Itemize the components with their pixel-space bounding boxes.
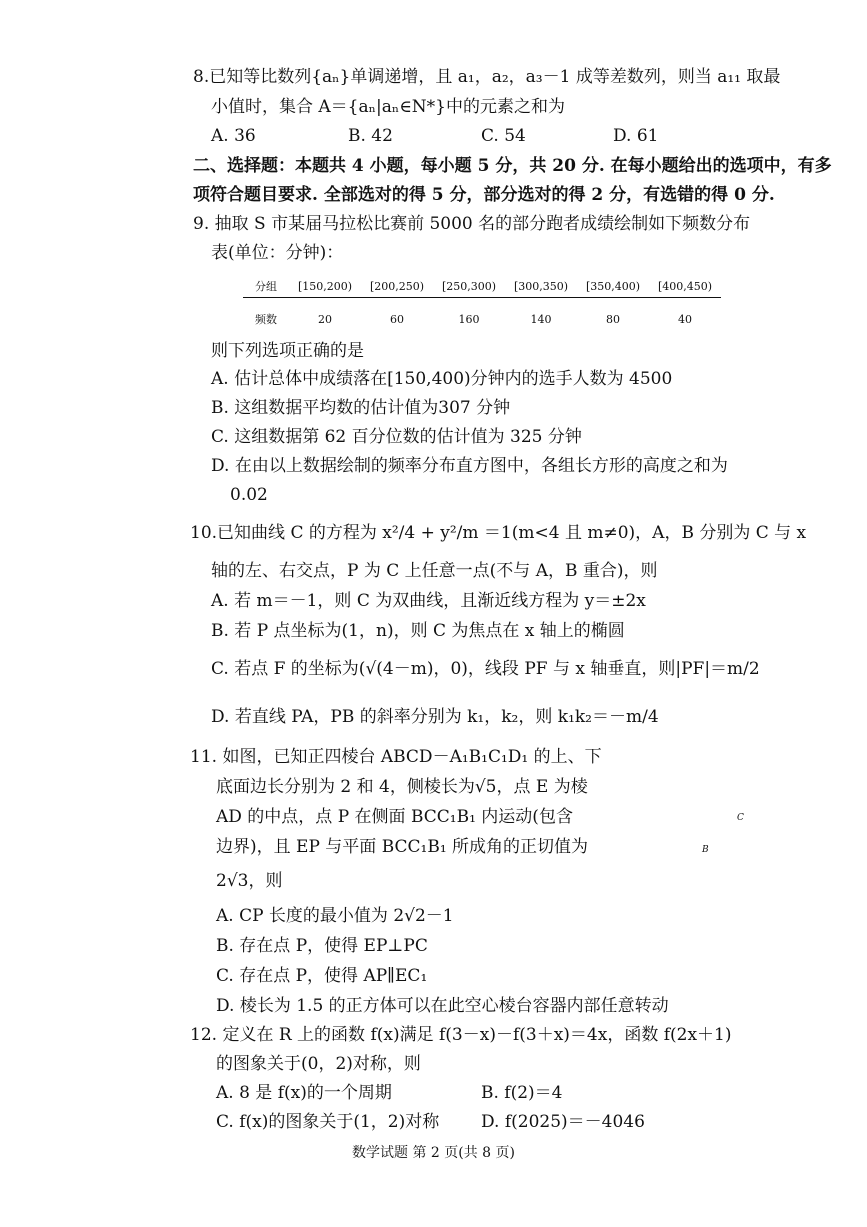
q9-stem-line1: 9. 抽取 S 市某届马拉松比赛前 5000 名的部分跑者成绩绘制如下频数分布 (193, 214, 751, 234)
q10-option-d: D. 若直线 PA，PB 的斜率分别为 k₁，k₂，则 k₁k₂＝－m/4 (211, 707, 659, 727)
q9-option-c: C. 这组数据第 62 百分位数的估计值为 325 分钟 (211, 427, 582, 447)
q8-stem-line2: 小值时，集合 A＝{aₙ|aₙ∈N*}中的元素之和为 (211, 97, 565, 117)
q8-option-a: A. 36 (211, 126, 256, 146)
q12-stem-line1: 12. 定义在 R 上的函数 f(x)满足 f(3－x)－f(3＋x)＝4x，函数 f(2x＋1) (190, 1025, 732, 1045)
frequency-table-header-row (243, 275, 721, 298)
section2-instructions-line2: 项符合题目要求. 全部选对的得 5 分，部分选对的得 2 分，有选错的得 0 分. (193, 185, 775, 205)
q11-stem-line2: 底面边长分别为 2 和 4，侧棱长为√5，点 E 为棱 (216, 777, 588, 797)
table-group-1: [150,200) (289, 275, 361, 298)
q10-option-b: B. 若 P 点坐标为(1，n)，则 C 为焦点在 x 轴上的椭圆 (211, 621, 625, 641)
q11-stem-line1: 11. 如图，已知正四棱台 ABCD－A₁B₁C₁D₁ 的上、下 (190, 747, 602, 767)
q10-option-c: C. 若点 F 的坐标为(√(4－m)，0)，线段 PF 与 x 轴垂直，则|PF|＝m/2 (211, 659, 760, 679)
table-count-4: 140 (530, 312, 552, 326)
q11-stem-line3: AD 的中点，点 P 在侧面 BCC₁B₁ 内运动(包含 (216, 807, 573, 827)
table-count-label: 频数 (255, 313, 277, 326)
frequency-table-count-row (243, 298, 721, 331)
q12-option-b: B. f(2)＝4 (481, 1083, 563, 1103)
q9-option-b: B. 这组数据平均数的估计值为307 分钟 (211, 398, 511, 418)
table-group-4: [300,350) (505, 275, 577, 298)
q12-option-c: C. f(x)的图象关于(1，2)对称 (216, 1112, 440, 1132)
table-count-1: 20 (318, 312, 332, 326)
q9-option-d: D. 在由以上数据绘制的频率分布直方图中，各组长方形的高度之和为 (211, 456, 728, 476)
q9-option-d-continued: 0.02 (230, 485, 268, 505)
q12-option-d: D. f(2025)＝－4046 (481, 1112, 645, 1132)
q8-option-c: C. 54 (481, 126, 526, 146)
figure-label-c: C (737, 813, 744, 823)
section2-instructions-line1: 二、选择题：本题共 4 小题，每小题 5 分，共 20 分. 在每小题给出的选项中，有多 (193, 156, 832, 176)
q9-prompt: 则下列选项正确的是 (211, 341, 364, 361)
q11-stem-line5: 2√3，则 (216, 871, 283, 891)
frequency-table (243, 275, 721, 330)
q11-option-b: B. 存在点 P，使得 EP⊥PC (216, 936, 428, 956)
q9-option-a: A. 估计总体中成绩落在[150,400)分钟内的选手人数为 4500 (211, 369, 673, 389)
table-group-3: [250,300) (433, 275, 505, 298)
figure-label-b: B (702, 845, 709, 855)
q8-option-b: B. 42 (348, 126, 393, 146)
q10-stem-line1: 10.已知曲线 C 的方程为 x²/4 + y²/m ＝1(m<4 且 m≠0)，A，B 分别为 C 与 x (190, 523, 807, 543)
table-count-2: 60 (390, 312, 404, 326)
q8-stem-line1: 8.已知等比数列{aₙ}单调递增，且 a₁，a₂，a₃－1 成等差数列，则当 a₁₁ 取最 (193, 67, 781, 87)
q10-option-a: A. 若 m＝－1，则 C 为双曲线，且渐近线方程为 y＝±2x (211, 591, 646, 611)
q11-option-d: D. 棱长为 1.5 的正方体可以在此空心棱台容器内部任意转动 (216, 996, 669, 1016)
q11-stem-line4: 边界)，且 EP 与平面 BCC₁B₁ 所成角的正切值为 (216, 837, 589, 857)
table-header-label: 分组 (243, 275, 289, 298)
q10-stem-line2: 轴的左、右交点，P 为 C 上任意一点(不与 A，B 重合)，则 (211, 561, 658, 581)
table-group-2: [200,250) (361, 275, 433, 298)
q9-stem-line2: 表(单位：分钟)： (211, 243, 344, 263)
q12-option-a: A. 8 是 f(x)的一个周期 (216, 1083, 392, 1103)
table-count-6: 40 (678, 312, 692, 326)
table-count-3: 160 (458, 312, 480, 326)
table-group-5: [350,400) (577, 275, 649, 298)
page-footer: 数学试题 第 2 页(共 8 页) (352, 1145, 515, 1161)
q12-stem-line2: 的图象关于(0，2)对称，则 (216, 1054, 421, 1074)
q11-option-c: C. 存在点 P，使得 AP∥EC₁ (216, 966, 428, 986)
table-count-5: 80 (606, 312, 620, 326)
q8-option-d: D. 61 (613, 126, 659, 146)
table-group-6: [400,450) (649, 275, 721, 298)
q11-option-a: A. CP 长度的最小值为 2√2－1 (216, 906, 454, 926)
